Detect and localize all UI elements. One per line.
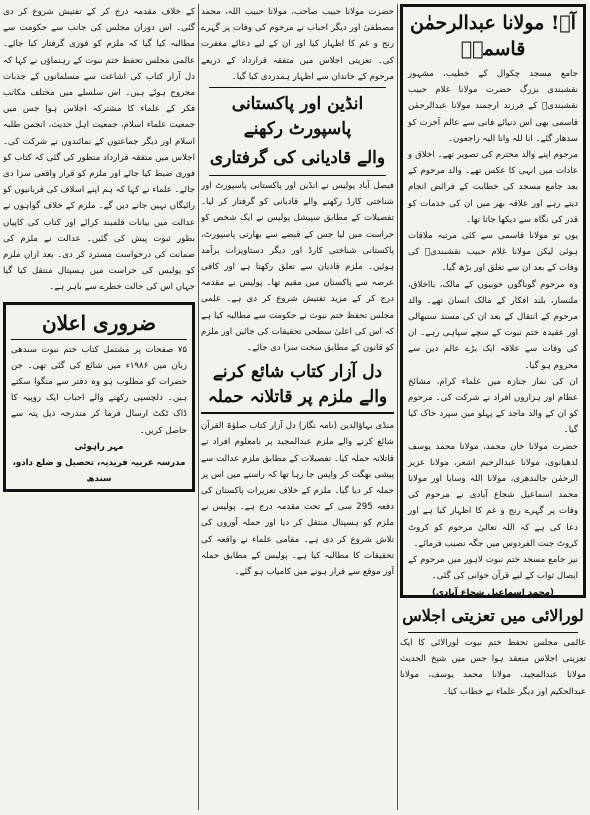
notice-address: مدرسہ عربیہ فریدیہ، تحصیل و ضلع دادو، سندھ — [12, 458, 186, 485]
right-column — [400, 4, 586, 812]
heading-divider — [209, 175, 386, 176]
obituary-paragraph: یوں تو مولانا قاسمی سے کئی مرتبہ ملاقات ہوئی لیکن مولانا غلام حبیب نقشبندیؒ کی وفات کے بعد ان سے تعلق اور بڑھ گیا۔ — [408, 231, 578, 274]
story2-heading: دل آزار کتاب شائع کرنے والے ملزم پر قاتلانہ حملہ — [201, 360, 394, 414]
column-divider — [198, 4, 199, 810]
notice-text: ۷۵ صفحات پر مشتمل کتاب ختم نبوت سندھی زبان میں ۱۹۸۶ء میں شائع کی گئی تھی۔ جن حضرات کو مطلوب ہو وہ دفتر سے منگوا سکتے ہیں۔ دلچسپی رکھنے والے احباب ایک روپیہ کا ڈاک ٹکٹ ارسال فرما کر مندرجہ ذیل پتہ سے حاصل کریں۔ — [11, 344, 187, 436]
obituary-title: آہ! مولانا عبدالرحمٰن قاسمیؒ — [410, 12, 576, 60]
story1-heading-line2: والے قادیانی کی گرفتاری — [209, 148, 386, 169]
obituary-paragraph: ان کی نماز جنازہ میں علماء کرام، مشائخ عظام اور ہزاروں افراد نے شرکت کی۔ مرحوم کو ان کے والد ماجد کے پہلو میں سپرد خاک کیا گیا۔ — [408, 376, 578, 436]
middle-top-text: حضرت مولانا حبیب صاحب، مولانا حبیب اللہ، محمد مصطفیٰ اور دیگر احباب نے مرحوم کی وفات پر گہرے رنج و غم کا اظہار کیا اور ان کے لیے دعائے مغفرت کی۔ تعزیتی اجلاس میں متفقہ قرارداد کے ذریعے مرحوم کے خاندان سے اظہار ہمدردی کیا گیا۔ — [201, 7, 394, 82]
story1-text: فیصل آباد پولیس نے انڈین اور پاکستانی پاسپورٹ اور شناختی کارڈ رکھنے والے قادیانی کو گرفتار کر لیا۔ تفصیلات کے مطابق سپیشل پولیس نے ایک شخص کو حراست میں لیا جس کے قبضے سے بھارتی پاسپورٹ، پاکستانی شناختی کارڈ اور دیگر دستاویزات برآمد ہوئیں۔ ملزم قادیان سے تعلق رکھتا ہے اور کافی عرصہ سے پاکستان میں مقیم تھا۔ پولیس نے مقدمہ درج کر کے مزید تفتیش شروع کر دی ہے۔ علمی مجلس تحفظ ختم نبوت نے حکومت سے مطالبہ کیا ہے کہ اس کی اعلیٰ سطحی تحقیقات کی جائیں اور ملزم کو قانون کے مطابق سخت سزا دی جائے۔ — [201, 181, 394, 354]
story2-text: منڈی بہاؤالدین (نامہ نگار) دل آزار کتاب صلوٰۃ القرآن شائع کرنے والے ملزم عبدالمجید پر نامعلوم افراد نے قاتلانہ حملہ کیا۔ تفصیلات کے مطابق ملزم عدالت سے پیشی بھگت کر واپس جا رہا تھا کہ راستے میں اس پر حملہ کر دیا گیا۔ ملزم کے خلاف تعزیرات پاکستان کی دفعہ 295 سی کے تحت مقدمہ درج ہے۔ پولیس نے ملزم کو ہسپتال منتقل کر دیا اور حملہ آوروں کی تلاش شروع کر دی ہے۔ مقامی علماء نے واقعہ کی تحقیقات کا مطالبہ کیا ہے۔ پولیس کے مطابق حملہ آور موقع سے فرار ہونے میں کامیاب ہو گئے۔ — [201, 421, 394, 578]
obituary-signature: (محمد اسماعیل شجاع آبادی) — [432, 587, 554, 598]
obituary-paragraph: نیز جامع مسجد ختم نبوت لاہور میں مرحوم کے ایصال ثواب کے لیے قرآن خوانی کی گئی۔ — [408, 555, 578, 582]
notice-box — [3, 302, 195, 493]
left-article-text: کے خلاف مقدمہ درج کر کے تفتیش شروع کر دی گئی۔ اس دوران مجلس کی جانب سے حکومت سے مطالبہ کیا گیا کہ ملزم کو فوری گرفتار کیا جائے۔ عالمی مجلس تحفظ ختم نبوت کے رہنماؤں نے کہا کہ دل آزار کتاب کی اشاعت سے مسلمانوں کے جذبات مجروح ہوئے ہیں۔ اس سلسلے میں مختلف مکاتب فکر کے علماء کا مشترکہ اجلاس ہوا جس میں جمعیت علماء اسلام، جمعیت اہل حدیث، انجمن طلبہ اسلام اور دیگر جماعتوں کے نمائندوں نے شرکت کی۔ اجلاس میں متفقہ قرارداد منظور کی گئی کہ کتاب کو فوری ضبط کیا جائے اور ملزم کو قرار واقعی سزا دی جائے۔ علماء نے کہا کہ ہم اپنے اسلاف کی قربانیوں کو رائیگاں نہیں جانے دیں گے۔ ملزم کے خلاف گواہوں نے عدالت میں بیانات قلمبند کرائے اور کتاب کی کاپیاں بطور ثبوت پیش کی گئیں۔ عدالت نے ملزم کی ضمانت کی درخواست مسترد کر دی۔ بعد ازاں ملزم کو پولیس کی حراست میں ہسپتال منتقل کیا گیا جہاں اس کی حالت خطرے سے باہر ہے۔ — [3, 7, 195, 293]
obituary-paragraph: وہ مرحوم گوناگوں خوبیوں کے مالک، بااخلاق، ملنسار، بلند افکار کے مالک انسان تھے۔ والد مرحوم کے انتقال کے بعد ان کی مسند سنبھالی اور عقیدہ ختم نبوت کے سچے سپاہی رہے۔ ان کی وفات سے علاقہ ایک بڑے عالم دین سے محروم ہو گیا۔ — [408, 279, 578, 371]
story1-heading-line1: انڈین اور پاکستانی پاسپورٹ رکھنے — [231, 94, 364, 140]
middle-column — [201, 4, 394, 812]
notice-title: ضروری اعلان — [11, 307, 187, 340]
meeting-heading: لورالائی میں تعزیتی اجلاس — [402, 606, 584, 625]
heading-divider — [209, 87, 386, 88]
obituary-box — [400, 4, 586, 598]
obituary-paragraph: حضرت مولانا خان محمد، مولانا محمد یوسف لدھیانوی، مولانا عبدالرحیم اشعر، مولانا عزیز الرحمٰن جالندھری، مولانا اللہ وسایا اور مولانا محمد اسماعیل شجاع آبادی نے مرحوم کی وفات پر گہرے رنج و غم کا اظہار کیا ہے اور دعا کی ہے کہ اللہ تعالیٰ مرحوم کو کروٹ کروٹ جنت الفردوس میں جگہ نصیب فرمائے۔ — [408, 441, 578, 549]
obituary-intro: جامع مسجد چکوال کے خطیب، مشہور نقشبندی بزرگ حضرت مولانا غلام حبیب نقشبندیؒ کے فرزند ارجمند مولانا عبدالرحمٰن قاسمی بھی اس دنیائے فانی سے عالم آخرت کو سدھار گئے۔ انا للہ وانا الیہ راجعون۔ — [408, 69, 578, 144]
left-column — [3, 4, 195, 812]
heading-divider — [408, 632, 578, 633]
column-divider — [397, 4, 398, 810]
obituary-paragraph: مرحوم اپنے والد محترم کی تصویر تھے۔ اخلاق و عادات میں انہی کا عکس تھے۔ والد مرحوم کے بعد جامع مسجد کی خطابت کے فرائض انجام دیتے رہے اور علاقہ بھر میں ان کی خدمات کو قدر کی نگاہ سے دیکھا جاتا تھا۔ — [408, 150, 578, 225]
notice-signature: مہر راہوٹی — [74, 441, 124, 452]
meeting-text: عالمی مجلس تحفظ ختم نبوت لورالائی کا ایک تعزیتی اجلاس منعقد ہوا جس میں شیخ الحدیث مولانا عبدالمجید، مولانا محمد یوسف، مولانا عبدالحکیم اور دیگر علماء نے خطاب کیا۔ — [400, 638, 586, 697]
